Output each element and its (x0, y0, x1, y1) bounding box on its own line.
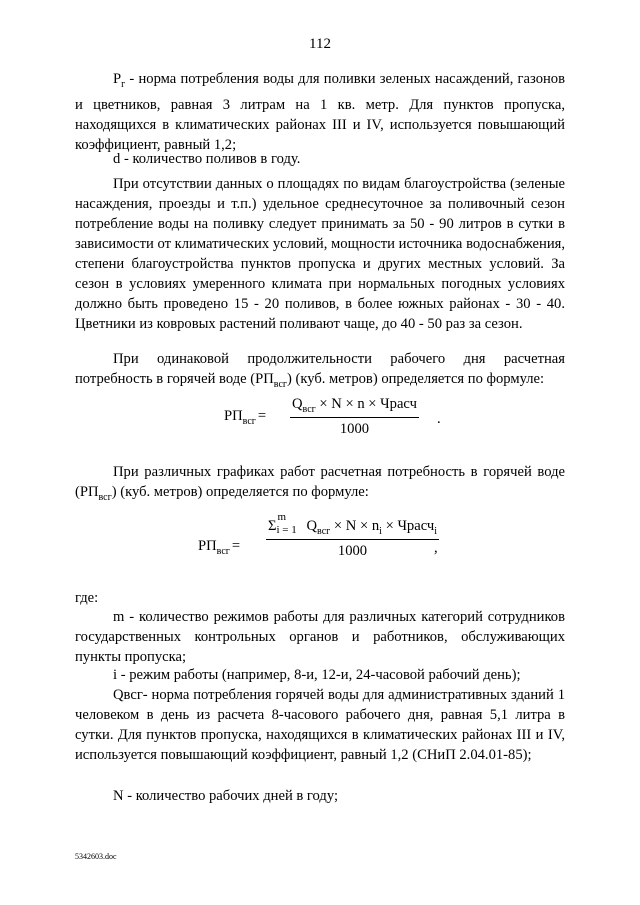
formula-2-lhs: $РП_{всг}$ = (198, 538, 241, 557)
no-data-paragraph: При отсутствии данных о площадях по видам благоустройства (зеленые насаждения, проезды и т.п.) удельное среднесуточное за поливочный сезон потребление воды на поливку следует принимать за 50 - 90 литров в сутки в зависимости от климатических условий, мощности источника водоснабжения, степени благоустройства пунктов пропуска и других местных условий. За сезон в условиях умеренного климата при нормальных погодных условиях должно быть проведено 15 - 20 поливов, в более южных районах - 30 - 40. Цветники из ковровых растений поливают чаще, до 40 - 50 раз за сезон. (75, 176, 565, 332)
formula-2-fraction (266, 511, 439, 560)
pg-symbol: P (113, 71, 122, 87)
where-label: где: (75, 590, 99, 606)
page-number: 112 (309, 36, 331, 52)
formula-1-denominator: 1000 (339, 420, 370, 437)
n-definition: N - количество рабочих дней в году; (113, 788, 339, 804)
d-definition: d - количество поливов в году. (113, 151, 301, 167)
sum-symbol: Σ (268, 518, 277, 534)
formula-1-tail: . (437, 411, 441, 427)
same-duration-paragraph (75, 349, 565, 395)
formula-1-fraction (290, 396, 419, 438)
same-duration-sub: всг (273, 378, 287, 390)
diff-schedule-text-b: ) (куб. метров) определяется по формуле: (111, 484, 369, 500)
diff-schedule-sub: всг (98, 491, 112, 503)
pg-symbol-sub: г (121, 78, 126, 90)
q-definition: Qвсг- норма потребления горячей воды для административных зданий 1 человеком в день из расчета 8-часового рабочего дня, равная 5,1 литра в сутки. Для пунктов пропуска, находящихся в климатических районах III и IV, используется повышающий коэффициент, равный 1,2 (СНиП 2.04.01-85); (75, 687, 565, 763)
same-duration-text-a: При одинаковой продолжительности рабочего дня расчетная потребность в горячей воде (РП (75, 351, 565, 387)
diff-schedule-paragraph (75, 462, 565, 508)
formula-2-numerator: Σ m i = 1 $Q_{всг} \times N \times n_i$ × Чрасч$_i$ (266, 518, 439, 540)
footer-file-code: 5342603.doc (75, 852, 117, 861)
m-definition: m - количество режимов работы для различных категорий сотрудников государственных контрольных органов и работников, обслуживающих пункты пропуска; (75, 609, 565, 665)
pg-definition-text: - норма потребления воды для поливки зеленых насаждений, газонов и цветников, равная 3 литрам на 1 кв. метр. Для пунктов пропуска, находящихся в климатических районах III и IV, используется повышающий коэффициент, равный 1,2; (75, 71, 565, 153)
formula-2-denominator: 1000 (337, 542, 368, 559)
pg-definition (75, 69, 565, 155)
formula-1-numerator: $Q_{всг} \times N \times n$ × Чрасч (290, 396, 419, 418)
formula-1-lhs: $РП_{всг}$ = (224, 408, 267, 427)
same-duration-text-b: ) (куб. метров) определяется по формуле: (286, 371, 545, 387)
formula-2-tail: , (434, 540, 438, 556)
diff-schedule-text-a: При различных графиках работ расчетная потребность в горячей воде (РП (75, 464, 565, 500)
i-definition: i - режим работы (например, 8-и, 12-и, 24-часовой рабочий день); (113, 667, 521, 683)
